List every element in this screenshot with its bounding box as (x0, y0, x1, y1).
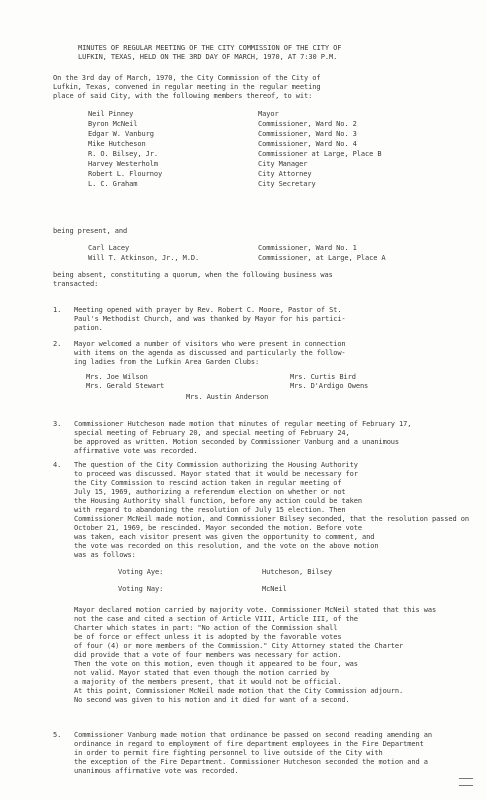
intro-line: Lufkin, Texas, convened in regular meeting in the regular meeting (53, 83, 321, 91)
item-line: The question of the City Commission authorizing the Housing Authority (74, 461, 358, 469)
member-title: Commissioner, Ward No. 1 (258, 244, 357, 252)
member-name: Mike Hutcheson (88, 140, 146, 148)
item-line: Meeting opened with prayer by Rev. Robert C. Moore, Pastor of St. (74, 306, 342, 314)
member-name: Robert L. Flournoy (88, 170, 163, 178)
vote-value: McNeil (262, 585, 287, 593)
member-name: Byron McNeil (88, 120, 138, 128)
item-line: the Housing Authority shall function, before any action could be taken (74, 497, 363, 505)
quorum-line: being absent, constituting a quorum, when the following business was (53, 271, 333, 279)
guest-name: Mrs. D'Ardigo Owens (290, 382, 369, 390)
item-line: Mayor declared motion carried by majority vote. Commissioner McNeil stated that this was (74, 606, 437, 614)
guest-name: Mrs. Joe Wilson (86, 373, 148, 381)
member-name: Harvey Westerholm (88, 160, 158, 168)
item-line: to proceed was discussed. Mayor stated that it would be necessary for (74, 470, 358, 478)
item-line: was as follows: (74, 551, 136, 559)
member-name: Neil Pinney (88, 110, 134, 118)
item-line: of four (4) or more members of the Commission." City Attorney stated the Charter (74, 642, 404, 650)
item-line: ordinance in regard to employment of fire department employees in the Fire Department (74, 740, 424, 748)
item-line: Commissioner McNeil made motion, and Commissioner Bilsey seconded, that the resolution passed on (74, 515, 469, 523)
item-line: with items on the agenda as discussed and particularly the follow- (74, 349, 346, 357)
quorum-line: transacted: (53, 280, 99, 288)
item-line: Commissioner Vanburg made motion that ordinance be passed on second reading amending an (74, 731, 432, 739)
item-line: affirmative vote was recorded. (74, 447, 198, 455)
member-title: Commissioner, Ward No. 3 (258, 130, 357, 138)
member-title: Commissioner, Ward No. 4 (258, 140, 357, 148)
item-line: did provide that a vote of four members was necessary for action. (74, 651, 342, 659)
item-line: not valid. Mayor stated that even though the motion carried by (74, 669, 330, 677)
item-line: July 15, 1969, authorizing a referendum election on whether or not (74, 488, 346, 496)
member-name: Edgar W. Vanburg (88, 130, 154, 138)
item-line: unanimous affirmative vote was recorded. (74, 767, 239, 775)
item-line: not the case and cited a section of Article VIII, Article III, of the (74, 615, 358, 623)
item-line: pation. (74, 324, 103, 332)
item-line: was taken, each visitor present was given the opportunity to comment, and (74, 533, 375, 541)
intro-line: place of said City, with the following members thereof, to wit: (53, 92, 313, 100)
item-line: Commissioner Hutcheson made motion that minutes of regular meeting of February 17, (74, 420, 412, 428)
item-line: Mayor welcomed a number of visitors who were present in connection (74, 340, 346, 348)
item-line: the exception of the Fire Department. Commissioner Hutcheson seconded the motion and a (74, 758, 428, 766)
member-title: City Manager (258, 160, 308, 168)
item-number: 5. (53, 731, 62, 739)
item-line: with regard to abandoning the resolution of July 15 election. Then (74, 506, 346, 514)
guest-name: Mrs. Gerald Stewart (86, 382, 165, 390)
vote-label: Voting Nay: (118, 585, 164, 593)
item-line: special meeting of February 20, and special meeting of February 24, (74, 429, 350, 437)
member-name: Will T. Atkinson, Jr., M.D. (88, 254, 200, 262)
item-number: 3. (53, 420, 62, 428)
item-line: Paul's Methodist Church, and was thanked by Mayor for his partici- (74, 315, 346, 323)
page-corner-mark (459, 778, 473, 786)
member-title: City Attorney (258, 170, 312, 178)
item-number: 2. (53, 340, 62, 348)
vote-value: Hutcheson, Bilsey (262, 568, 332, 576)
item-line: in order to permit fire fighting personnel to live outside of the City with (74, 749, 383, 757)
item-number: 4. (53, 461, 62, 469)
member-title: City Secretary (258, 180, 316, 188)
member-name: Carl Lacey (88, 244, 130, 252)
intro-line: On the 3rd day of March, 1970, the City Commission of the City of (53, 74, 321, 82)
item-line: the vote was recorded on this resolution, and the vote on the above motion (74, 542, 379, 550)
vote-label: Voting Aye: (118, 568, 164, 576)
member-title: Commissioner, Ward No. 2 (258, 120, 357, 128)
item-number: 1. (53, 306, 62, 314)
item-line: October 21, 1969, be rescinded. Mayor seconded the motion. Before vote (74, 524, 363, 532)
item-line: be of force or effect unless it is adopted by the favorable votes (74, 633, 342, 641)
heading-line: MINUTES OF REGULAR MEETING OF THE CITY COMMISSION OF THE CITY OF (78, 44, 342, 52)
item-line: No second was given to his motion and it died for want of a second. (74, 696, 350, 704)
item-line: Then the vote on this motion, even though it appeared to be four, was (74, 660, 358, 668)
item-line: the City Commission to rescind action taken in regular meeting of (74, 479, 342, 487)
member-name: L. C. Graham (88, 180, 138, 188)
member-title: Commissioner, at Large, Place A (258, 254, 386, 262)
member-title: Mayor (258, 110, 279, 118)
guest-name: Mrs. Curtis Bird (290, 373, 356, 381)
item-line: At this point, Commissioner McNeil made motion that the City Commission adjourn. (74, 687, 404, 695)
heading-line: LUFKIN, TEXAS, HELD ON THE 3RD DAY OF MARCH, 1970, AT 7:30 P.M. (78, 53, 338, 61)
item-line: Charter which states in part: "No action of the Commission shall (74, 624, 338, 632)
absent-intro: being present, and (53, 227, 128, 235)
member-title: Commissioner at Large, Place B (258, 150, 382, 158)
item-line: ing ladies from the Lufkin Area Garden Clubs: (74, 358, 260, 366)
guest-name: Mrs. Austin Anderson (186, 393, 269, 401)
member-name: R. O. Bilsey, Jr. (88, 150, 158, 158)
item-line: a majority of the members present, that it would not be official. (74, 678, 342, 686)
item-line: be approved as written. Motion seconded by Commissioner Vanburg and a unanimous (74, 438, 400, 446)
